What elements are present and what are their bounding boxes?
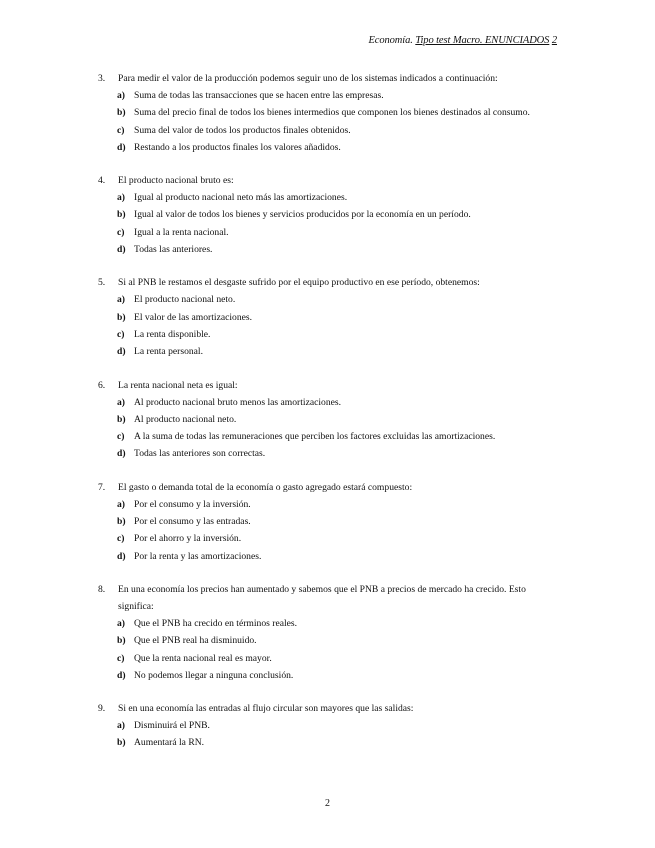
option-b: [98, 309, 558, 326]
option-d: [98, 667, 558, 684]
question-number: 5.: [98, 277, 106, 289]
question-8: [98, 581, 558, 684]
option-d: [98, 241, 558, 258]
option-text: No podemos llegar a ninguna conclusión.: [134, 669, 294, 681]
option-text: Al producto nacional bruto menos las amortizaciones.: [134, 396, 342, 408]
question-4: [98, 172, 558, 258]
option-a: [98, 189, 558, 206]
option-letter: b): [117, 413, 126, 425]
option-letter: c): [117, 431, 125, 443]
option-letter: d): [117, 346, 126, 358]
option-letter: d): [117, 448, 126, 460]
question-6: [98, 377, 558, 463]
option-a: [98, 496, 558, 513]
option-a: [98, 394, 558, 411]
question-number: 9.: [98, 703, 106, 715]
option-text: El producto nacional neto.: [134, 294, 236, 306]
option-text: Suma de todas las transacciones que se hacen entre las empresas.: [134, 90, 384, 101]
option-letter: b): [117, 635, 126, 647]
option-d: [98, 548, 558, 565]
option-text: A la suma de todas las remuneraciones que perciben los factores excluidas las amortizaciones.: [134, 431, 496, 443]
option-letter: a): [117, 396, 125, 408]
question-number: 7.: [98, 481, 106, 493]
question-text: En una economía los precios han aumentado y sabemos que el PNB a precios de mercado ha crecido. Esto significa:: [118, 583, 526, 612]
question-7: [98, 479, 558, 565]
option-c: [98, 530, 558, 547]
option-letter: d): [117, 550, 126, 562]
question-5: [98, 274, 558, 360]
option-b: [98, 411, 558, 428]
question-text: La renta nacional neta es igual:: [118, 379, 238, 391]
option-text: Suma del valor de todos los productos finales obtenidos.: [134, 124, 351, 136]
option-text: Por el consumo y las entradas.: [134, 516, 251, 528]
option-b: [98, 206, 558, 223]
question-text: Si en una economía las entradas al flujo circular son mayores que las salidas:: [118, 703, 414, 715]
option-text: Por la renta y las amortizaciones.: [134, 550, 262, 562]
option-text: La renta disponible.: [134, 328, 211, 340]
option-d: [98, 445, 558, 462]
option-text: Que la renta nacional real es mayor.: [134, 652, 272, 664]
option-d: [98, 343, 558, 360]
option-text: Todas las anteriores son correctas.: [134, 448, 266, 460]
option-c: [98, 224, 558, 241]
option-b: [98, 632, 558, 649]
option-c: [98, 428, 558, 445]
option-letter: b): [117, 107, 126, 119]
option-c: [98, 650, 558, 667]
option-letter: c): [117, 124, 125, 136]
option-letter: a): [117, 720, 125, 732]
option-letter: d): [117, 244, 126, 256]
option-letter: c): [117, 652, 125, 664]
option-b: [98, 513, 558, 530]
option-text: Al producto nacional neto.: [134, 413, 237, 425]
question-text: El producto nacional bruto es:: [118, 175, 234, 187]
option-text: Suma del precio final de todos los bienes intermedios que componen los bienes destinados al consumo.: [134, 107, 530, 119]
running-header: [368, 35, 557, 46]
option-letter: a): [117, 294, 125, 306]
option-letter: c): [117, 328, 125, 340]
option-a: [98, 87, 558, 104]
question-list: [98, 70, 558, 768]
option-c: [98, 122, 558, 139]
option-letter: a): [117, 498, 125, 510]
option-letter: c): [117, 226, 125, 238]
option-letter: b): [117, 737, 126, 749]
option-text: Disminuirá el PNB.: [134, 720, 210, 732]
option-letter: a): [117, 192, 125, 204]
option-text: Aumentará la RN.: [134, 737, 205, 749]
option-a: [98, 717, 558, 734]
option-d: [98, 139, 558, 156]
question-text: Para medir el valor de la producción podemos seguir uno de los sistemas indicados a continuación:: [118, 73, 498, 84]
option-text: El valor de las amortizaciones.: [134, 311, 253, 323]
question-number: 3.: [98, 73, 106, 84]
option-c: [98, 326, 558, 343]
question-text: El gasto o demanda total de la economía o gasto agregado estará compuesto:: [118, 481, 413, 493]
option-text: La renta personal.: [134, 346, 203, 358]
option-letter: a): [117, 617, 125, 629]
option-letter: d): [117, 141, 126, 153]
option-a: [98, 615, 558, 632]
option-b: [98, 734, 558, 751]
option-b: [98, 104, 558, 121]
question-9: [98, 700, 558, 752]
option-text: Igual a la renta nacional.: [134, 226, 229, 238]
question-text: Si al PNB le restamos el desgaste sufrido por el equipo productivo en ese período, obtenemos:: [118, 277, 480, 289]
question-3: [98, 70, 558, 156]
option-text: Igual al valor de todos los bienes y servicios producidos por la economía en un período.: [134, 209, 471, 221]
option-text: Por el consumo y la inversión.: [134, 498, 251, 510]
option-letter: d): [117, 669, 126, 681]
header-subject: Economía.: [368, 35, 413, 46]
page-number: 2: [325, 798, 330, 809]
option-letter: c): [117, 533, 125, 545]
question-number: 8.: [98, 583, 106, 595]
option-letter: b): [117, 209, 126, 221]
header-page: 2: [551, 35, 557, 46]
option-letter: b): [117, 516, 126, 528]
option-a: [98, 291, 558, 308]
option-text: Por el ahorro y la inversión.: [134, 533, 242, 545]
option-text: Que el PNB real ha disminuido.: [134, 635, 257, 647]
option-text: Igual al producto nacional neto más las amortizaciones.: [134, 192, 348, 204]
option-text: Que el PNB ha crecido en términos reales.: [134, 617, 298, 629]
question-number: 6.: [98, 379, 106, 391]
option-letter: a): [117, 90, 125, 101]
option-text: Todas las anteriores.: [134, 244, 213, 256]
option-text: Restando a los productos finales los valores añadidos.: [134, 141, 341, 153]
option-letter: b): [117, 311, 126, 323]
header-title: Tipo test Macro. ENUNCIADOS: [415, 35, 550, 46]
question-number: 4.: [98, 175, 106, 187]
